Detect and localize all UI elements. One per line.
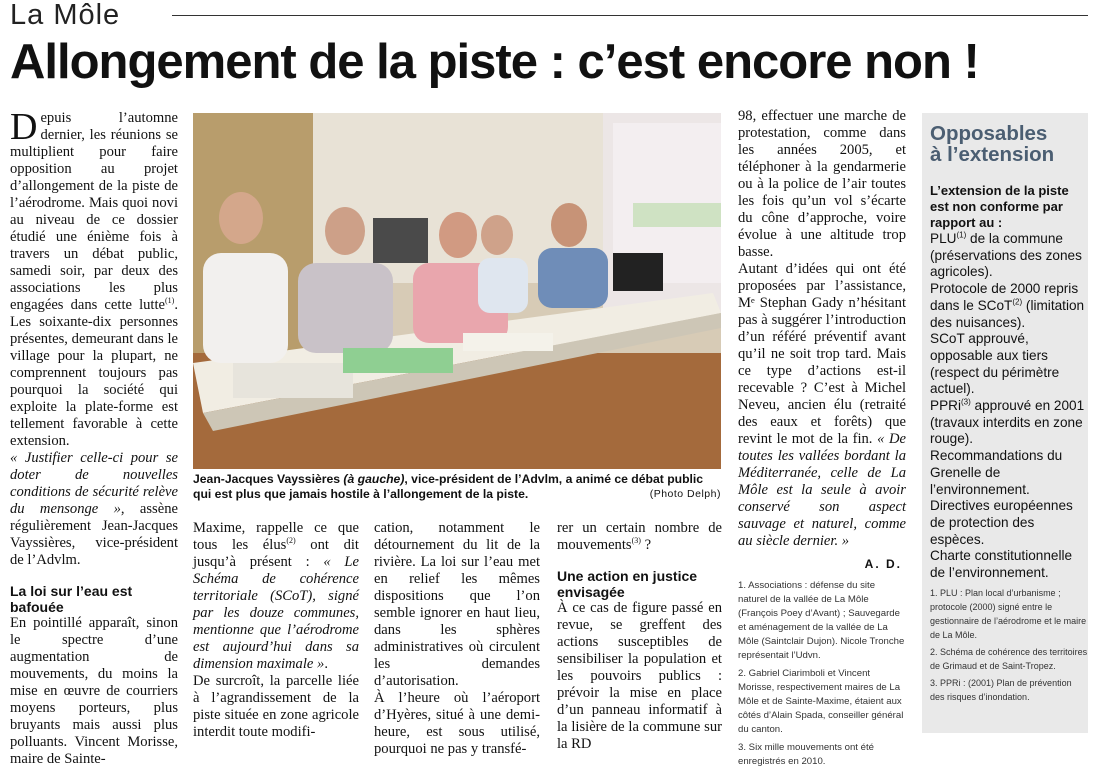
paragraph: De surcroît, la parcelle liée à l’agrandissement de la piste située en zone agricole interdit toute modifi- — [193, 673, 359, 740]
footnote-ref: (1) — [165, 296, 175, 306]
article-column-1 — [10, 106, 178, 767]
quote: « Justifier celle-ci pour se doter de nouvelles conditions de sécurité relève du mensonge » — [10, 450, 178, 517]
sidebar-title-line: Opposables — [930, 122, 1048, 145]
sidebar-footnotes — [930, 586, 1088, 704]
paragraph: À ce cas de figure passé en revue, se greffent des actions susceptibles de sensibiliser la population et les pouvoirs publics : prévoir la mise en place d’un panneau informatif à la lisière de la commune sur la RD — [557, 600, 722, 752]
paragraph: En pointillé apparaît, sinon le spectre d’une augmentation de mouvements, du moins la mise en œuvre de courriers moyens porteurs, plus bruyants mais aussi plus polluants. Vincent Morisse, maire de Sainte- — [10, 615, 178, 767]
photo-caption — [193, 472, 721, 502]
subhead: La loi sur l’eau est bafouée — [10, 583, 133, 615]
sidebar-title-line: à l’extension — [930, 143, 1055, 166]
footnote-ref: (2) — [286, 536, 296, 546]
sidebar-lead: L’extension de la piste est non conforme par rapport au : — [930, 183, 1069, 230]
sidebar-box — [922, 113, 1088, 733]
footnote: 1. Associations : défense du site naturel de la vallée de La Môle (François Poey d’Avant) ; Sauvegarde et aménagement de la vallée de La Môle (Saintclair Dujon). Nicole Tronche représentait l’Udvn. — [738, 580, 905, 661]
article-column-5 — [738, 108, 906, 767]
sidebar-item: Protocole de 2000 repris dans le SCoT$^{(2)}$ (limitation des nuisances). — [930, 281, 1085, 330]
drop-cap: D — [10, 106, 38, 148]
kicker-rule — [172, 15, 1088, 16]
footnote: 3. PPRi : (2001) Plan de prévention des risques d’inondation. — [930, 677, 1072, 702]
text: epuis l’automne dernier, les réunions se multiplient pour faire opposition au projet d’allongement de la piste de l’aérodrome. Mais quoi novi au niveau de ce dossier étudié une énième fois à travers un débat public, samedi soir, par deux des associations les plus engagées dans cette lutte — [10, 110, 178, 313]
text: rer un certain nombre de mouvements — [557, 520, 722, 553]
sidebar-item: Charte constitutionnelle de l’environnement. — [930, 548, 1073, 581]
sidebar-item: Directives européennes de protection des espèces. — [930, 498, 1073, 547]
text: Autant d’idées qui ont été proposées par l’assistance, Mᵉ Stephan Gady n’hésitant pas à suggérer l’introduction d’un référé préventif avant qu’il ne soit trop tard. Mais ce type d’actions est-il recevable ? C’est à Michel Neveu, ancien élu (retraité des eaux et forêts) que revint le mot de la fin. — [738, 261, 906, 447]
paragraph: 98, effectuer une marche de protestation, comme dans les années 2005, et téléphoner à la gendarmerie ou à la police de l’air toutes les fois qu’un vol s’écarte du cône d’approche, voire évolue à une altitude trop basse. — [738, 108, 906, 260]
text: . Les soixante-dix personnes présentes, demeurant dans le village pour la plupart, ne comprennent toujours pas pourquoi la société qui exploite la plate-forme est tellement favorable à cette extension. — [10, 297, 178, 449]
paragraph: Maxime, rappelle ce que tous les élus$^{(2)}$ ont dit jusqu’à présent : « Le Schéma de cohérence territoriale (SCoT), signé par les douze communes, mentionne que l’aérodrome est aujourd’hui dans sa dimension maximale ». — [193, 520, 359, 672]
sidebar-item: SCoT approuvé, opposable aux tiers (respect du périmètre actuel). — [930, 331, 1060, 397]
article-column-4 — [557, 520, 722, 752]
footnote: 2. Gabriel Ciarimboli et Vincent Morisse, respectivement maires de La Môle et de Sainte-Maxime, étaient aux côtés d’Alain Spada, conseiller général du canton. — [738, 668, 904, 735]
text: ? — [640, 537, 652, 553]
paragraph: cation, notamment le détournement du lit de la rivière. La loi sur l’eau met en relief les mêmes dispositions que l’on semble ignorer en haut lieu, dans les sphères administratives où circulent les demandes d’autorisation. — [374, 520, 540, 689]
paragraph: À l’heure où l’aéroport d’Hyères, situé à une demi-heure, est sous utilisé, pourquoi ne pas y transfé- — [374, 690, 540, 757]
sidebar-list — [930, 231, 1088, 582]
caption-aside: (à gauche) — [340, 472, 405, 486]
footnote: 3. Six mille mouvements ont été enregistrés en 2010. — [738, 742, 874, 767]
footnote: 2. Schéma de cohérence des territoires de Grimaud et de Saint-Tropez. — [930, 646, 1088, 671]
text: Maxime, rappelle ce que tous les élus — [193, 520, 359, 553]
photo — [193, 113, 721, 469]
photo-credit: (Photo Delph) — [649, 488, 721, 500]
text: , assène régulièrement Jean-Jacques Vayssières, vice-président de l’Advlm. — [10, 501, 178, 568]
paragraph — [557, 520, 722, 554]
sidebar-item: PLU$^{(1)}$ de la commune (préservations des zones agricoles). — [930, 230, 1082, 280]
meeting-photo-illustration — [193, 113, 721, 469]
quote: « Le Schéma de cohérence territoriale (SCoT), signé par les douze communes, mentionne que l’aérodrome est aujourd’hui dans sa dimension maximale » — [193, 554, 359, 672]
paragraph — [10, 450, 178, 569]
article-column-3 — [374, 520, 540, 757]
sidebar-item: PPRi$^{(3)}$ approuvé en 2001 (travaux interdits en zone rouge). — [930, 397, 1085, 447]
paragraph — [738, 261, 906, 550]
subhead: Une action en justice envisagée — [557, 568, 698, 600]
footnote-ref: (3) — [631, 536, 641, 546]
sidebar-item: Recommandations du Grenelle de l’environnement. — [930, 448, 1063, 497]
paragraph — [10, 106, 178, 450]
author-signature: A. D. — [864, 557, 902, 571]
footnotes — [738, 579, 906, 769]
footnote: 1. PLU : Plan local d’urbanisme ; protocole (2000) signé entre le gestionnaire de l’aérodrome et le maire de La Môle. — [930, 587, 1087, 640]
section-kicker: La Môle — [10, 0, 121, 31]
quote: « De toutes les vallées bordant la Méditerranée, celle de La Môle est la seule à avoir conservé son aspect sauvage et naturel, comme au siècle dernier. » — [738, 431, 906, 549]
caption-text: , vice-président de l’Advlm, a animé ce débat public qui est plus que jamais hostile à l’allongement de la piste. — [193, 472, 704, 501]
article-column-2 — [193, 520, 359, 740]
text: ont dit jusqu’à présent : — [193, 537, 359, 570]
sidebar-title — [930, 123, 1088, 165]
headline: Allongement de la piste : c’est encore non ! — [10, 35, 979, 89]
caption-name: Jean-Jacques Vayssières — [193, 472, 341, 486]
